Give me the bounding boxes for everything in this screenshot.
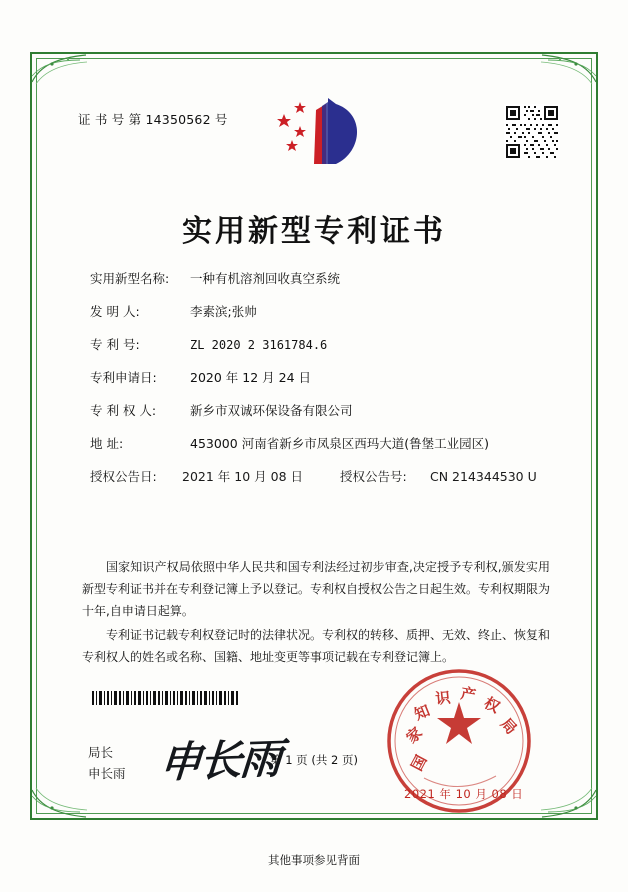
svg-text:国: 国 [407,752,431,774]
field-label: 专利申请日: [90,370,157,385]
svg-text:产: 产 [459,684,478,705]
field-application-date [90,372,560,405]
field-utility-model-name [90,273,560,306]
field-address [90,438,560,471]
field-inventor [90,306,560,339]
field-patent-number [90,339,560,372]
field-label: 专 利 权 人: [90,403,157,418]
field-label: 发 明 人: [90,304,140,319]
field-value: 新乡市双诚环保设备有限公司 [190,403,353,418]
field-value: 李素滨;张帅 [190,304,257,319]
page-number: 第 1 页 (共 2 页) [270,753,358,767]
publication-number-value: CN 214344530 U [430,469,537,484]
field-value: 一种有机溶剂回收真空系统 [190,271,341,286]
field-label: 专 利 号: [90,337,140,352]
publication-number-label: 授权公告号: [340,469,407,484]
svg-text:识: 识 [434,688,452,708]
certificate-content [36,58,592,814]
body-paragraph-1: 国家知识产权局依照中华人民共和国专利法经过初步审查,决定授予专利权,颁发实用新型专利证书并在专利登记簿上予以登记。专利权自授权公告之日起生效。专利权期限为十年,自申请日起算。 [82,560,551,618]
field-value: ZL 2020 2 3161784.6 [190,338,328,352]
field-value: 453000 河南省新乡市凤泉区西玛大道(鲁堡工业园区) [190,436,489,451]
qr-code-icon [504,104,560,160]
field-patentee [90,405,560,438]
field-label: 地 址: [90,436,124,451]
footer-note: 其他事项参见背面 [268,853,360,867]
body-paragraph-2: 专利证书记载专利权登记时的法律状况。专利权的转移、质押、无效、终止、恢复和专利权人的姓名或名称、国籍、地址变更等事项记载在专利登记簿上。 [82,628,551,664]
patent-office-logo-icon [270,92,380,170]
publication-date-label: 授权公告日: [90,469,157,484]
svg-text:权: 权 [481,693,503,717]
page-title: 实用新型专利证书 [182,214,446,249]
certificate-fields [90,273,560,504]
field-publication [90,471,560,504]
svg-text:知: 知 [411,701,433,724]
field-label: 实用新型名称: [90,271,170,286]
svg-text:局: 局 [497,714,521,738]
handwritten-signature: 申长雨 [157,733,282,788]
svg-text:家: 家 [402,723,426,747]
director-label: 局长 [88,745,114,760]
field-value: 2020 年 12 月 24 日 [190,370,311,385]
certificate-body-text [82,556,550,670]
director-name: 申长雨 [88,766,126,781]
seal-date: 2021 年 10 月 08 日 [404,787,524,801]
publication-date-value: 2021 年 10 月 08 日 [182,469,303,484]
certificate-number: 证 书 号 第 14350562 号 [78,112,228,127]
barcode-icon [92,690,240,704]
